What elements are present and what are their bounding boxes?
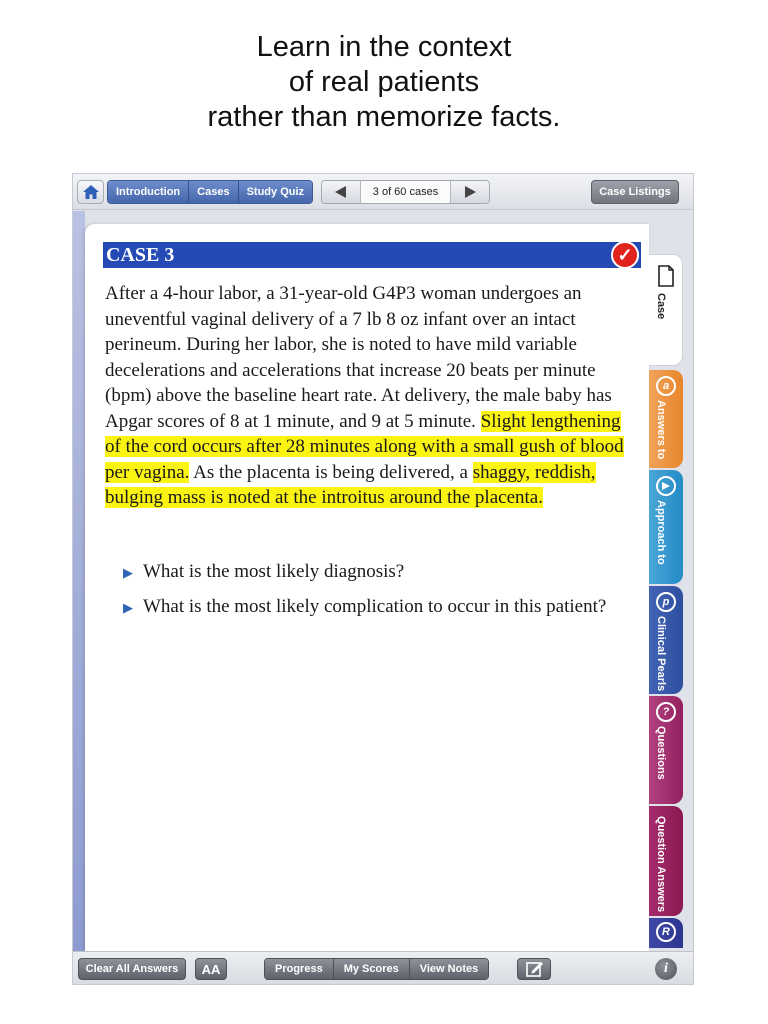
view-notes-button[interactable]: View Notes — [410, 959, 489, 979]
question-item — [123, 594, 623, 620]
case-text-part-1: After a 4-hour labor, a 31-year-old G4P3 woman undergoes an uneventful vaginal delivery of a 7 lb 8 oz infant over an intact perineum. During her labor, she is noted to have mild variable decelerations and accelerations that increase 20 beats per minute (bpm) above the baseline heart rate. At delivery, the male baby has Apgar scores of 8 at 1 minute, and 9 at 5 minute. — [105, 283, 612, 432]
left-edge-strip — [73, 211, 85, 951]
headline — [0, 30, 768, 135]
case-description — [105, 281, 635, 511]
case-text-part-2: As the placenta is being delivered, a — [189, 461, 473, 483]
side-tab-clinical-pearls[interactable] — [649, 586, 683, 694]
info-button[interactable] — [655, 958, 677, 980]
side-tab-references[interactable] — [649, 918, 683, 948]
side-tab-question-answers-label: Question Answers — [655, 816, 667, 913]
headline-line-2: of real patients — [288, 66, 480, 98]
document-icon — [657, 265, 675, 287]
clear-all-answers-button[interactable]: Clear All Answers — [78, 958, 186, 980]
bottom-toolbar — [73, 951, 693, 985]
question-text: What is the most likely diagnosis? — [143, 561, 405, 582]
case-listings-button[interactable]: Case Listings — [591, 180, 679, 204]
side-tab-questions-label: Questions — [655, 726, 667, 780]
previous-case-button[interactable] — [322, 181, 360, 203]
right-arrow-icon — [463, 186, 477, 198]
check-icon: ✓ — [611, 241, 639, 269]
home-icon — [82, 184, 100, 200]
progress-button[interactable]: Progress — [265, 959, 334, 979]
next-case-button[interactable] — [451, 181, 489, 203]
highlighted-text-1[interactable]: Slight lengthening of the cord occurs after 28 minutes along with a small gush of blood per vagina. — [105, 410, 624, 483]
question-item — [123, 559, 623, 585]
highlighted-text-2[interactable]: shaggy, reddish, bulging mass is noted at the introitus around the placenta. — [105, 461, 596, 508]
side-tab-case[interactable] — [649, 254, 683, 366]
side-tab-question-answers[interactable] — [649, 806, 683, 916]
case-title: CASE 3 — [106, 244, 175, 266]
bottom-segment-group — [264, 958, 489, 980]
case-pager — [321, 180, 490, 204]
side-tab-answers-label: Answers to — [655, 400, 667, 460]
case-panel — [85, 224, 649, 951]
case-header-bar — [103, 242, 641, 268]
edit-note-button[interactable] — [517, 958, 551, 980]
side-tab-answers-to[interactable] — [649, 370, 683, 468]
tab-introduction[interactable]: Introduction — [108, 181, 189, 203]
home-button[interactable] — [77, 180, 104, 204]
left-arrow-icon — [334, 186, 348, 198]
my-scores-button[interactable]: My Scores — [334, 959, 410, 979]
case-counter: 3 of 60 cases — [360, 181, 451, 203]
side-tab-pearls-label: Clinical Pearls — [655, 616, 667, 692]
info-icon: i — [664, 961, 668, 976]
question-text: What is the most likely complication to occur in this patient? — [143, 596, 607, 617]
approach-icon — [656, 476, 676, 496]
side-tab-approach-to[interactable] — [649, 470, 683, 584]
top-toolbar — [73, 174, 693, 210]
headline-line-1: Learn in the context — [256, 31, 512, 63]
side-tab-case-label: Case — [655, 293, 667, 320]
app-screen — [72, 173, 694, 985]
bullet-triangle-icon: ▶ — [123, 565, 133, 580]
case-questions — [123, 559, 623, 629]
pearls-icon: p — [656, 592, 676, 612]
answers-icon: a — [656, 376, 676, 396]
tab-cases[interactable]: Cases — [189, 181, 238, 203]
side-tab-approach-label: Approach to — [655, 500, 667, 565]
font-size-button[interactable]: AA — [195, 958, 227, 980]
side-tab-questions[interactable] — [649, 696, 683, 804]
questions-icon: ? — [656, 702, 676, 722]
references-icon: R — [656, 922, 676, 942]
headline-line-3: rather than memorize facts. — [207, 101, 561, 133]
bullet-triangle-icon: ▶ — [123, 600, 133, 615]
tab-study-quiz[interactable]: Study Quiz — [239, 181, 312, 203]
section-nav — [107, 180, 313, 204]
edit-note-icon — [526, 961, 544, 977]
